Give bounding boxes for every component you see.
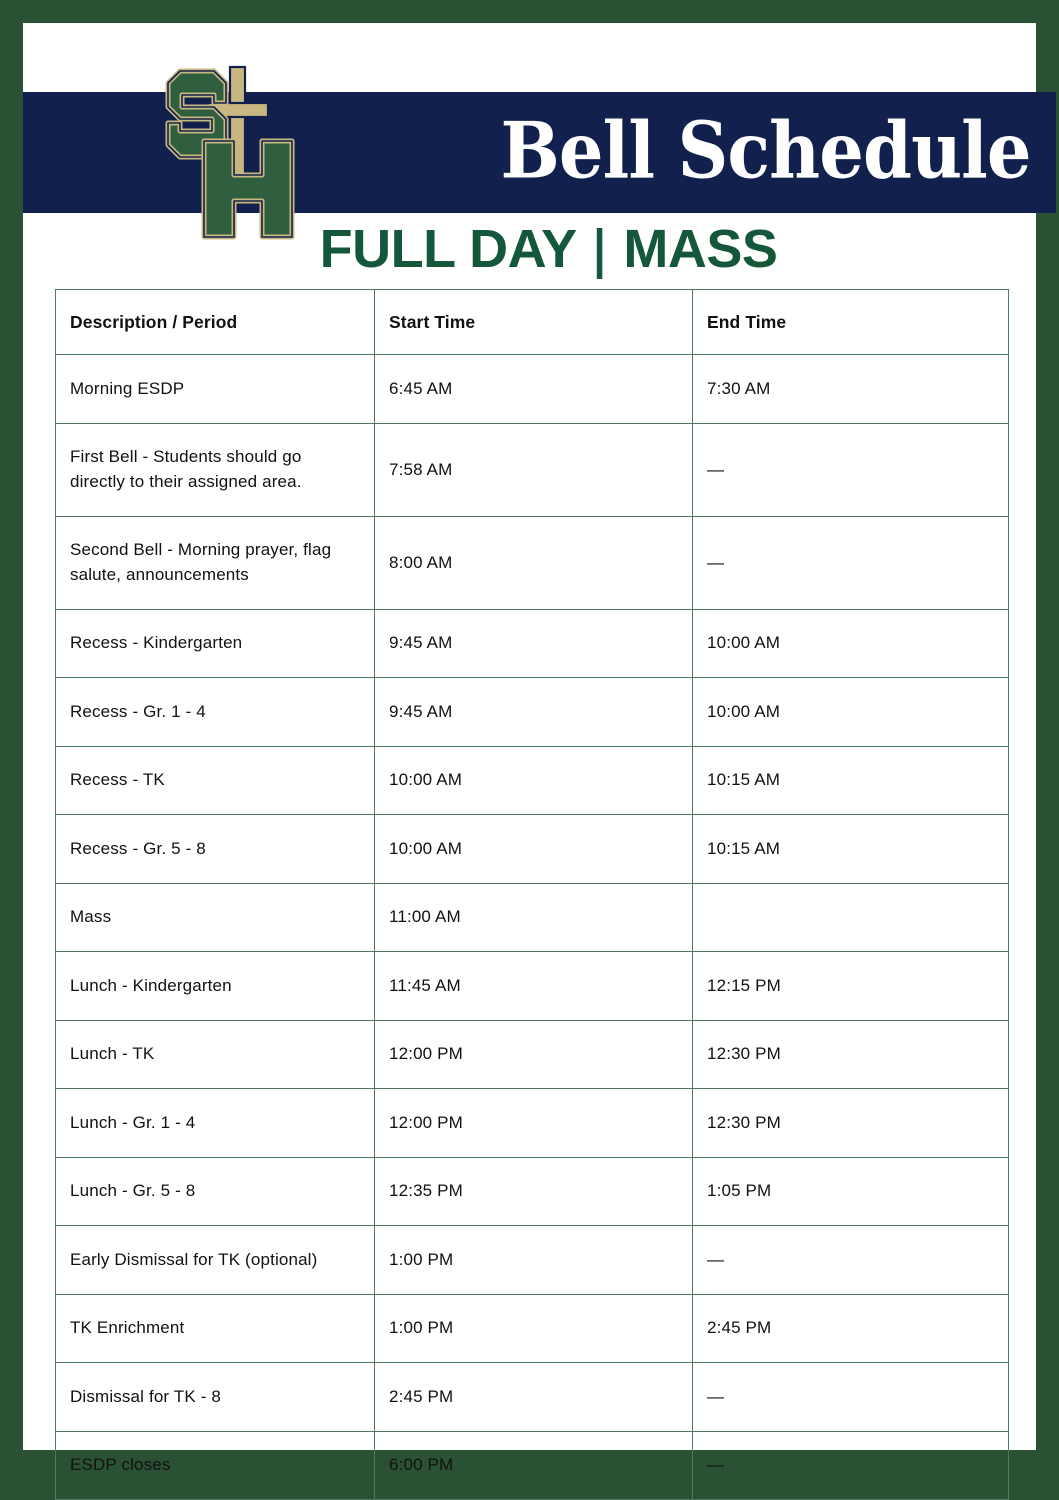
school-logo-icon	[154, 61, 314, 247]
cell-start-time: 12:35 PM	[375, 1157, 693, 1226]
cell-start-time: 2:45 PM	[375, 1363, 693, 1432]
cell-description: Dismissal for TK - 8	[56, 1363, 375, 1432]
cell-start-time: 11:45 AM	[375, 952, 693, 1021]
cell-end-time: —	[693, 1363, 1009, 1432]
cell-end-time: 1:05 PM	[693, 1157, 1009, 1226]
bell-schedule-table-container	[55, 289, 1008, 1500]
cell-end-time: —	[693, 1431, 1009, 1500]
table-row	[56, 423, 1009, 516]
cell-end-time: 12:30 PM	[693, 1089, 1009, 1158]
cell-description: Recess - TK	[56, 746, 375, 815]
table-row	[56, 678, 1009, 747]
column-header-end-time: End Time	[693, 290, 1009, 355]
cell-end-time	[693, 883, 1009, 952]
cell-description: Lunch - Gr. 5 - 8	[56, 1157, 375, 1226]
cell-description: Recess - Gr. 5 - 8	[56, 815, 375, 884]
cell-end-time: 2:45 PM	[693, 1294, 1009, 1363]
cell-start-time: 1:00 PM	[375, 1226, 693, 1295]
table-row	[56, 516, 1009, 609]
cell-end-time: —	[693, 1226, 1009, 1295]
subtitle-divider: |	[593, 219, 606, 279]
document-page	[23, 23, 1036, 1475]
subtitle-left-label: FULL DAY	[319, 219, 576, 279]
cell-description: Mass	[56, 883, 375, 952]
cell-start-time: 7:58 AM	[375, 423, 693, 516]
cell-start-time: 9:45 AM	[375, 678, 693, 747]
cell-description: Lunch - TK	[56, 1020, 375, 1089]
cell-end-time: —	[693, 423, 1009, 516]
table-row	[56, 1157, 1009, 1226]
cell-description: First Bell - Students should go directly to their assigned area.	[56, 423, 375, 516]
cell-description: Morning ESDP	[56, 355, 375, 424]
cell-end-time: —	[693, 516, 1009, 609]
table-row	[56, 1020, 1009, 1089]
cell-description: Second Bell - Morning prayer, flag salute, announcements	[56, 516, 375, 609]
page-title: Bell Schedule	[500, 104, 1031, 196]
schedule-type-subtitle	[23, 221, 1036, 278]
table-row	[56, 355, 1009, 424]
column-header-description: Description / Period	[56, 290, 375, 355]
cell-description: Recess - Gr. 1 - 4	[56, 678, 375, 747]
cell-end-time: 10:15 AM	[693, 815, 1009, 884]
cell-end-time: 10:15 AM	[693, 746, 1009, 815]
cell-description: Lunch - Gr. 1 - 4	[56, 1089, 375, 1158]
cell-start-time: 9:45 AM	[375, 609, 693, 678]
cell-start-time: 6:00 PM	[375, 1431, 693, 1500]
table-row	[56, 1363, 1009, 1432]
table-body	[56, 355, 1009, 1500]
table-row	[56, 609, 1009, 678]
cell-description: Lunch - Kindergarten	[56, 952, 375, 1021]
cell-start-time: 10:00 AM	[375, 815, 693, 884]
table-row	[56, 746, 1009, 815]
cell-end-time: 10:00 AM	[693, 609, 1009, 678]
cell-start-time: 6:45 AM	[375, 355, 693, 424]
cell-description: Recess - Kindergarten	[56, 609, 375, 678]
cell-end-time: 12:30 PM	[693, 1020, 1009, 1089]
subtitle-right-label: MASS	[623, 219, 778, 279]
cell-start-time: 11:00 AM	[375, 883, 693, 952]
cell-start-time: 10:00 AM	[375, 746, 693, 815]
cell-description: ESDP closes	[56, 1431, 375, 1500]
table-row	[56, 1431, 1009, 1500]
table-header-row	[56, 290, 1009, 355]
cell-description: TK Enrichment	[56, 1294, 375, 1363]
cell-start-time: 12:00 PM	[375, 1089, 693, 1158]
cell-end-time: 10:00 AM	[693, 678, 1009, 747]
cell-description: Early Dismissal for TK (optional)	[56, 1226, 375, 1295]
cell-end-time: 12:15 PM	[693, 952, 1009, 1021]
table-row	[56, 952, 1009, 1021]
cell-end-time: 7:30 AM	[693, 355, 1009, 424]
cell-start-time: 12:00 PM	[375, 1020, 693, 1089]
table-row	[56, 1294, 1009, 1363]
bell-schedule-table	[55, 289, 1009, 1500]
table-row	[56, 1226, 1009, 1295]
table-row	[56, 815, 1009, 884]
cell-start-time: 1:00 PM	[375, 1294, 693, 1363]
cell-start-time: 8:00 AM	[375, 516, 693, 609]
column-header-start-time: Start Time	[375, 290, 693, 355]
table-row	[56, 1089, 1009, 1158]
table-row	[56, 883, 1009, 952]
